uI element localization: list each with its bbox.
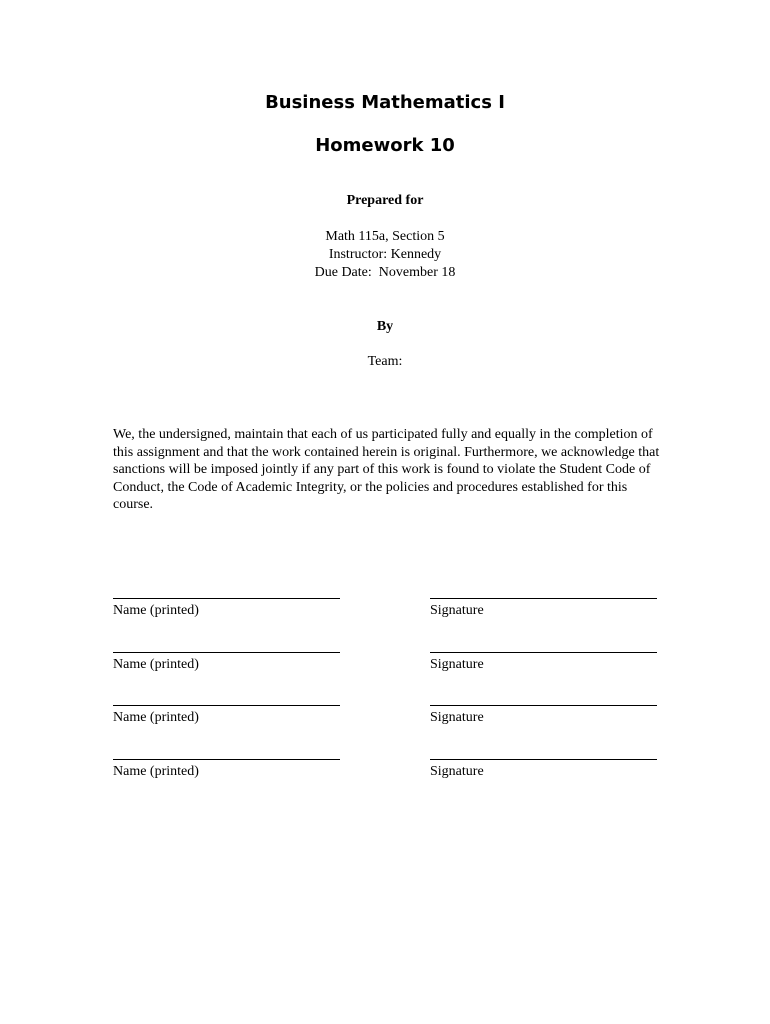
signature-label: Signature (430, 657, 484, 672)
signature-label: Signature (430, 603, 484, 618)
name-line (113, 598, 340, 599)
assignment-title: Homework 10 (315, 135, 455, 156)
instructor: Instructor: Kennedy (328, 247, 442, 262)
prepared-for-heading: Prepared for (346, 193, 424, 208)
due-date: Due Date: November 18 (314, 265, 456, 280)
name-label: Name (printed) (113, 764, 199, 779)
signature-line (430, 705, 657, 706)
name-label: Name (printed) (113, 603, 199, 618)
signature-label: Signature (430, 764, 484, 779)
signature-line (430, 652, 657, 653)
signature-line (430, 759, 657, 760)
name-label: Name (printed) (113, 710, 199, 725)
integrity-statement: We, the undersigned, maintain that each of us participated fully and equally in the completion of this assignment and that the work contained herein is original. Furthermore, we acknowledge that sanctions will be imposed jointly if any part of this work is found to violate the Student Code of Conduct, the Code of Academic Integrity, or the policies and procedures established for this course. (113, 427, 660, 513)
signature-line (430, 598, 657, 599)
signature-label: Signature (430, 710, 484, 725)
signature-row (0, 652, 770, 688)
name-line (113, 652, 340, 653)
team-label: Team: (367, 354, 403, 369)
name-line (113, 705, 340, 706)
course-section: Math 115a, Section 5 (325, 229, 445, 244)
by-heading: By (376, 319, 394, 334)
signature-row (0, 759, 770, 795)
signature-row (0, 598, 770, 634)
name-line (113, 759, 340, 760)
signature-row (0, 705, 770, 741)
course-title: Business Mathematics I (265, 92, 505, 113)
name-label: Name (printed) (113, 657, 199, 672)
